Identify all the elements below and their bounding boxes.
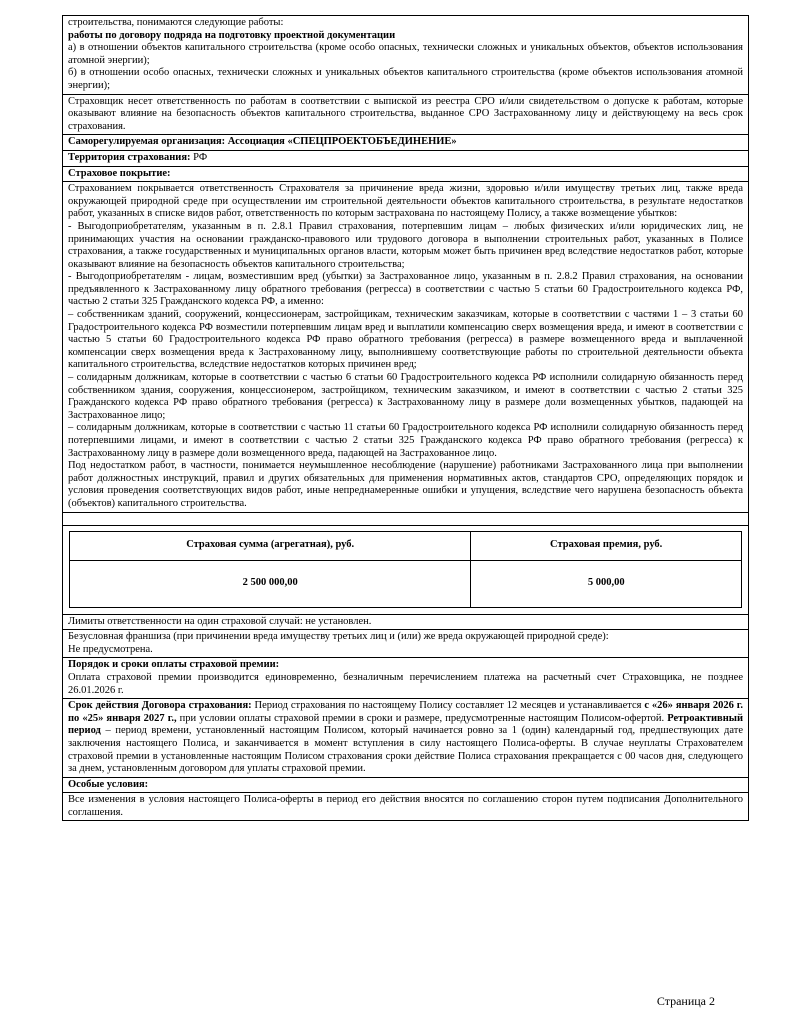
sum-table-row (63, 526, 748, 615)
spacer-row (63, 513, 748, 526)
limits-text: Лимиты ответственности на один страховой случай: не установлен. (68, 615, 372, 627)
sro-row (63, 135, 748, 151)
coverage-paragraph: – собственникам зданий, сооружений, концессионерам, застройщикам, техническим заказчикам, которые в соответствии с частями 1 – 3 статьи 60 Градостроительного кодекса РФ возместили потерпевшим лицам вред и выплатили компенсацию сверх возмещения вреда, и имеют в соответствии с частью 5 статьи 60 Градостроительного кодекса РФ право обратного требования (регресса) в размере возмещенного вреда и выплаченной компенсации сверх возмещения вреда к Застрахованному лицу, выполнившему соответствующие работы по строительной деятельности объекта капитального строительства, вследствие недостатков которых причинен вред; (68, 309, 743, 371)
territory-value: РФ (190, 151, 208, 163)
premium-value: 5 000,00 (471, 560, 742, 607)
limits-row (63, 615, 748, 631)
payment-text: Оплата страховой премии производится единовременно, безналичным перечислением платежа на расчетный счет Страховщика, не позднее 26.01.2026 г. (68, 671, 743, 696)
franchise-row (63, 630, 748, 658)
premium-header: Страховая премия, руб. (471, 531, 742, 560)
term-text-1: Период страхования по настоящему Полису составляет 12 месяцев и устанавливается (251, 700, 645, 712)
sum-premium-table (69, 531, 742, 608)
franchise-value: Не предусмотрена. (68, 643, 153, 655)
special-body-row (63, 793, 748, 821)
term-row (63, 699, 748, 778)
work-type-item-a: а) в отношении объектов капитального строительства (кроме особо опасных, технически сложных и уникальных объектов, объектов использования атомной энергии); (68, 42, 743, 66)
policy-document (62, 15, 749, 821)
work-type-item-b: б) в отношении особо опасных, технически сложных и уникальных объектов капитального строительства (кроме объектов использования атомной энергии); (68, 67, 743, 91)
sum-value: 2 500 000,00 (70, 560, 471, 607)
special-heading-row (63, 778, 748, 794)
work-types-section (63, 16, 748, 95)
work-types-heading: работы по договору подряда на подготовку проектной документации (68, 29, 396, 41)
coverage-heading: Страховое покрытие: (68, 167, 171, 179)
coverage-paragraph: Страхованием покрывается ответственность Страхователя за причинение вреда жизни, здоровью и/или имуществу третьих лиц, также вреда окружающей природной среде при осуществлении им строительной деятельности объектов капитального строительства, в результате недостатков работ, указанных в списке видов работ, ответственность по которым застрахована по настоящему Полису, а также возмещение убытков: (68, 183, 743, 220)
policy-table (62, 15, 749, 821)
term-text-3: – период времени, установленный настоящим Полисом, который начинается ровно за 1 (один) календарный год, предшествующих дате заключения настоящего Полиса, и заканчивается в момент вступления в силу настоящего Полиса-оферты. В случае неуплаты Страхователем страховой премии в установленные настоящим Полисом страхования сроки действие Полиса страхования прекращается с 00 часов дня, следующего за днем, установленным договором для уплаты страховой премии. (68, 725, 743, 775)
term-text-2: при условии оплаты страховой премии в сроки и размере, предусмотренные настоящим Полисом-офертой. (176, 712, 668, 724)
work-types-intro: строительства, понимаются следующие работы: (68, 17, 284, 28)
coverage-paragraph: – солидарным должникам, которые в соответствии с частью 6 статьи 60 Градостроительного кодекса РФ исполнили солидарную обязанность перед собственником здания, сооружения, концессионером, застройщиком, техническим заказчиком, и имеют в соответствии с частью 2 статьи 325 Гражданского кодекса РФ право обратного требования (регресса) к Застрахованному лицу в размере доли возмещенных убытков, падающей на Застрахованное лицо; (68, 372, 743, 421)
coverage-heading-row (63, 167, 748, 183)
territory-label: Территория страхования: (68, 151, 191, 163)
sro-label: Саморегулируемая организация: (68, 136, 226, 148)
payment-row (63, 658, 748, 699)
sro-value: Ассоциация «СПЕЦПРОЕКТОБЪЕДИНЕНИЕ» (227, 136, 457, 148)
coverage-body-row (63, 182, 748, 512)
sum-header: Страховая сумма (агрегатная), руб. (70, 531, 471, 560)
coverage-paragraph: – солидарным должникам, которые в соответствии с частью 11 статьи 60 Градостроительного кодекса РФ исполнили солидарную обязанность перед потерпевшими лицами, и имеют в соответствии с частью 2 статьи 325 Гражданского кодекса РФ право обратного требования (регресса) к Застрахованному лицу в размере доли возмещенного вреда, падающей на Застрахованное лицо. (68, 422, 743, 459)
special-text: Все изменения в условия настоящего Полиса-оферты в период его действия вносятся по соглашению сторон путем подписания Дополнительного соглашения. (68, 794, 743, 818)
liability-note-row (63, 95, 748, 136)
liability-note: Страховщик несет ответственность по работам в соответствии с выпиской из реестра СРО и/или свидетельством о допуске к работам, которые оказывают влияние на безопасность объектов капитального строительства, выданное СРО Застрахованному лицу и действующему на весь срок страхования. (68, 95, 743, 132)
retro-label: Ретроактивный период (68, 712, 743, 737)
coverage-paragraph: - Выгодоприобретателям, указанным в п. 2.8.1 Правил страхования, потерпевшим лицам – любых физических и/или юридических лиц, не принимающих участия на основании гражданско-правового или трудового договора в выполнении строительных работ, указанных в Полисе страхования, а также государственных и муниципальных органов власти, которым может быть причинен вред вследствие недостатков работ, которые оказывают влияние на безопасность объектов капитального строительства; (68, 220, 743, 270)
special-heading: Особые условия: (68, 778, 149, 790)
payment-heading: Порядок и сроки оплаты страховой премии: (68, 659, 280, 671)
franchise-text: Безусловная франшиза (при причинении вреда имуществу третьих лиц и (или) же вреда окружающей природной среде): (68, 631, 609, 643)
term-dates: с «26» января 2026 г. по «25» января 2027 г., (68, 700, 744, 724)
coverage-paragraph: Под недостатком работ, в частности, понимается неумышленное несоблюдение (нарушение) работниками Застрахованного лица при выполнении работ должностных инструкций, правил и других обязательных для применения нормативных актов, стандартов СРО, определяющих порядок и условия проведения соответствующих видов работ, иные непреднамеренные ошибки и упущения, вследствие чего нарушена безопасность объекта (объектов) капитального строительства. (68, 460, 743, 509)
territory-row (63, 151, 748, 167)
term-label: Срок действия Договора страхования: (68, 700, 252, 712)
page-number: Страница 2 (656, 994, 715, 1008)
coverage-paragraph: - Выгодоприобретателям - лицам, возместившим вред (убытки) за Застрахованное лицо, указанным в п. 2.8.2 Правил страхования, на основании предъявленного к Застрахованному лицу обратного требования (регресса) в соответствии с частью 5 статьи 60 Градостроительного кодекса РФ, частью 2 статьи 325 Гражданского кодекса РФ, а именно: (68, 271, 743, 308)
